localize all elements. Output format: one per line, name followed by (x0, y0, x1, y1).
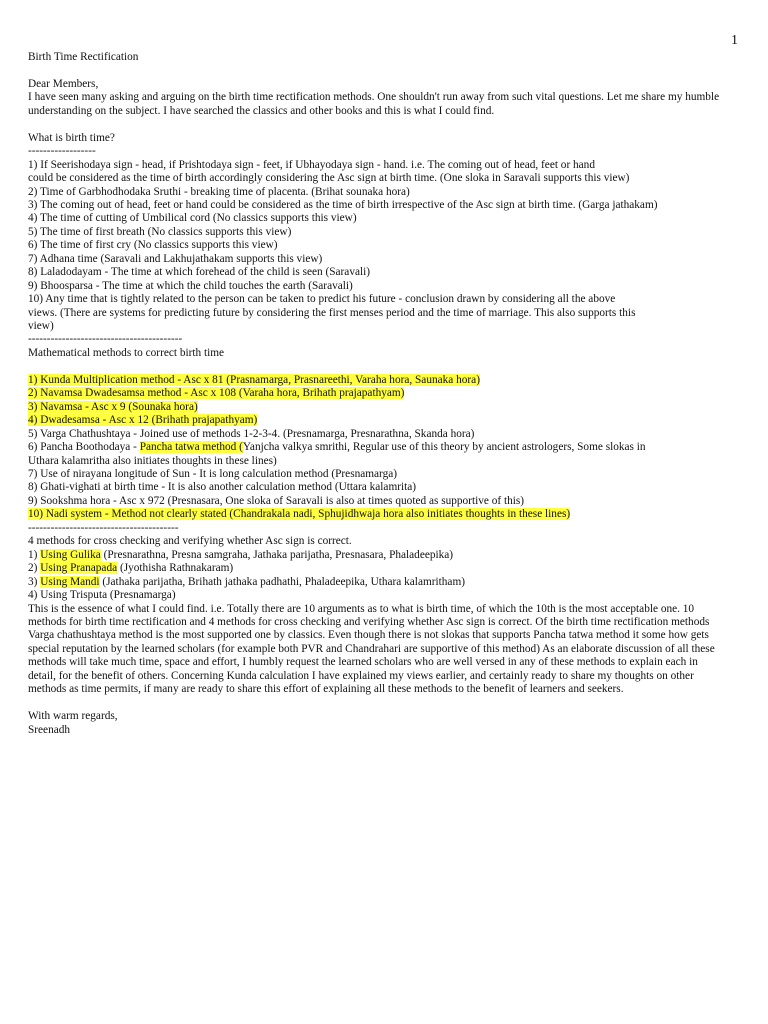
greeting: Dear Members, (28, 77, 99, 90)
section-rule: ------------------ (28, 145, 96, 158)
check-line: 1) Using Gulika (Presnarathna, Presna samgraha, Jathaka parijatha, Presnasara, Phaladeepika) (28, 548, 454, 561)
birth-time-line: 6) The time of first cry (No classics supports this view) (28, 239, 278, 252)
birth-time-line: views. (There are systems for predicting future by considering the first menses period and the time of marriage. This also supports this (28, 306, 636, 319)
birth-time-line: 5) The time of first breath (No classics supports this view) (28, 225, 292, 238)
birth-time-line: 10) Any time that is tightly related to the person can be taken to predict his future - conclusion drawn by considering all the above (28, 293, 616, 306)
method-line (28, 401, 746, 414)
birth-time-line: view) (28, 320, 54, 333)
conclusion-line: This is the essence of what I could find. i.e. Totally there are 10 arguments as to what is birth time, of which the 10th is the most acceptable one. 10 (28, 602, 695, 615)
method-line: 7) Use of nirayana longitude of Sun - It is long calculation method (Presnamarga) (28, 468, 398, 480)
method-line: 8) Ghati-vighati at birth time - It is also another calculation method (Uttara kalamrita) (28, 481, 417, 494)
method-line: 6) Pancha Boothodaya - Pancha tatwa method (Yanjcha valkya smrithi, Regular use of this theory by ancient astrologers, Some slokas in (28, 441, 646, 454)
method-line (28, 508, 746, 521)
highlighted-text: 1) Kunda Multiplication method - Asc x 81 (Prasnamarga, Prasnareethi, Varaha hora, Saunaka hora) (28, 373, 480, 386)
highlighted-text: Pancha tatwa method ( (139, 441, 243, 454)
section-heading-methods: Mathematical methods to correct birth time (28, 346, 225, 359)
method-line (28, 374, 746, 387)
highlighted-text: 4) Dwadesamsa - Asc x 12 (Brihath prajapathyam) (28, 414, 258, 427)
birth-time-line: 3) The coming out of head, feet or hand could be considered as the time of birth irrespective of the Asc sign at birth time. (Garga jathakam) (28, 198, 658, 211)
birth-time-line: 9) Bhoosparsa - The time at which the child touches the earth (Saravali) (28, 279, 353, 292)
highlighted-text: 10) Nadi system - Method not clearly stated (Chandrakala nadi, Sphujidhwaja hora also initiates thoughts in these lines) (28, 508, 571, 521)
birth-time-line: 1) If Seerishodaya sign - head, if Prishtodaya sign - feet, if Ubhayodaya sign - hand. i.e. The coming out of head, feet or hand (28, 158, 595, 171)
method-line (28, 387, 746, 400)
birth-time-line: 7) Adhana time (Saravali and Lakhujathakam supports this view) (28, 252, 323, 265)
highlighted-text: 3) Navamsa - Asc x 9 (Sounaka hora) (28, 400, 198, 413)
conclusion-line: Varga chathushtaya method is the most supported one by classics. Even though there is not slokas that supports Pancha tatwa method it some how gets (28, 629, 709, 642)
method-line: 5) Varga Chathushtaya - Joined use of methods 1-2-3-4. (Presnamarga, Presnarathna, Skanda hora) (28, 427, 475, 440)
method-line: Uthara kalamritha also initiates thoughts in these lines) (28, 454, 277, 467)
birth-time-line: 4) The time of cutting of Umbilical cord (No classics supports this view) (28, 212, 357, 225)
page-number: 1 (731, 33, 738, 48)
highlighted-text: Using Mandi (40, 575, 100, 588)
birth-time-line: 8) Laladodayam - The time at which forehead of the child is seen (Saravali) (28, 266, 371, 279)
section-heading-cross-check: 4 methods for cross checking and verifying whether Asc sign is correct. (28, 535, 352, 548)
section-rule: ---------------------------------------- (28, 521, 179, 534)
check-line: 2) Using Pranapada (Jyothisha Rathnakaram) (28, 562, 234, 575)
section-heading-birth-time: What is birth time? (28, 131, 115, 144)
method-line: 9) Sookshma hora - Asc x 972 (Presnasara, One sloka of Saravali is also at times quoted as supportive of this) (28, 494, 525, 507)
highlighted-text: Using Gulika (40, 548, 101, 561)
section-rule: ----------------------------------------- (28, 333, 183, 346)
conclusion-line: methods as time permits, if many are ready to share this effort of explaining all these methods to the benefit of learners and seekers. (28, 683, 624, 696)
birth-time-line: could be considered as the time of birth accordingly considering the Asc sign at birth time. (One sloka in Saravali supports this view) (28, 172, 630, 185)
check-line: 4) Using Trisputa (Presnamarga) (28, 589, 176, 602)
document-title: Birth Time Rectification (28, 51, 139, 63)
closing: With warm regards, (28, 710, 118, 723)
conclusion-line: special reputation by the learned scholars (for example both PVR and Chandrahari are supportive of this method) As an elaborate discussion of all these (28, 642, 715, 655)
signature: Sreenadh (28, 723, 71, 736)
check-line: 3) Using Mandi (Jathaka parijatha, Brihath jathaka padhathi, Phaladeepika, Uthara kalamritham) (28, 575, 465, 588)
birth-time-line: 2) Time of Garbhodhodaka Sruthi - breaking time of placenta. (Brihat sounaka hora) (28, 185, 410, 198)
conclusion-line: detail, for the benefit of others. Concerning Kunda calculation I have explained my views earlier, and certainly ready to share my thoughts on other (28, 669, 694, 682)
conclusion-line: methods will take much time, space and effort, I humbly request the learned scholars who are well versed in any of these methods to explain each in (28, 656, 698, 669)
highlighted-text: 2) Navamsa Dwadesamsa method - Asc x 108 (Varaha hora, Brihath prajapathyam) (28, 387, 405, 400)
document-body (28, 51, 746, 737)
method-line (28, 414, 746, 427)
highlighted-text: Using Pranapada (40, 562, 118, 575)
intro-line: I have seen many asking and arguing on the birth time rectification methods. One shouldn't run away from such vital questions. Let me share my humble (28, 91, 720, 104)
conclusion-line: methods for birth time rectification and 4 methods for cross checking and verifying whether Asc sign is correct. Of the birth time rectification methods (28, 615, 710, 628)
intro-line: understanding on the subject. I have searched the classics and other books and this is what I could find. (28, 104, 495, 117)
